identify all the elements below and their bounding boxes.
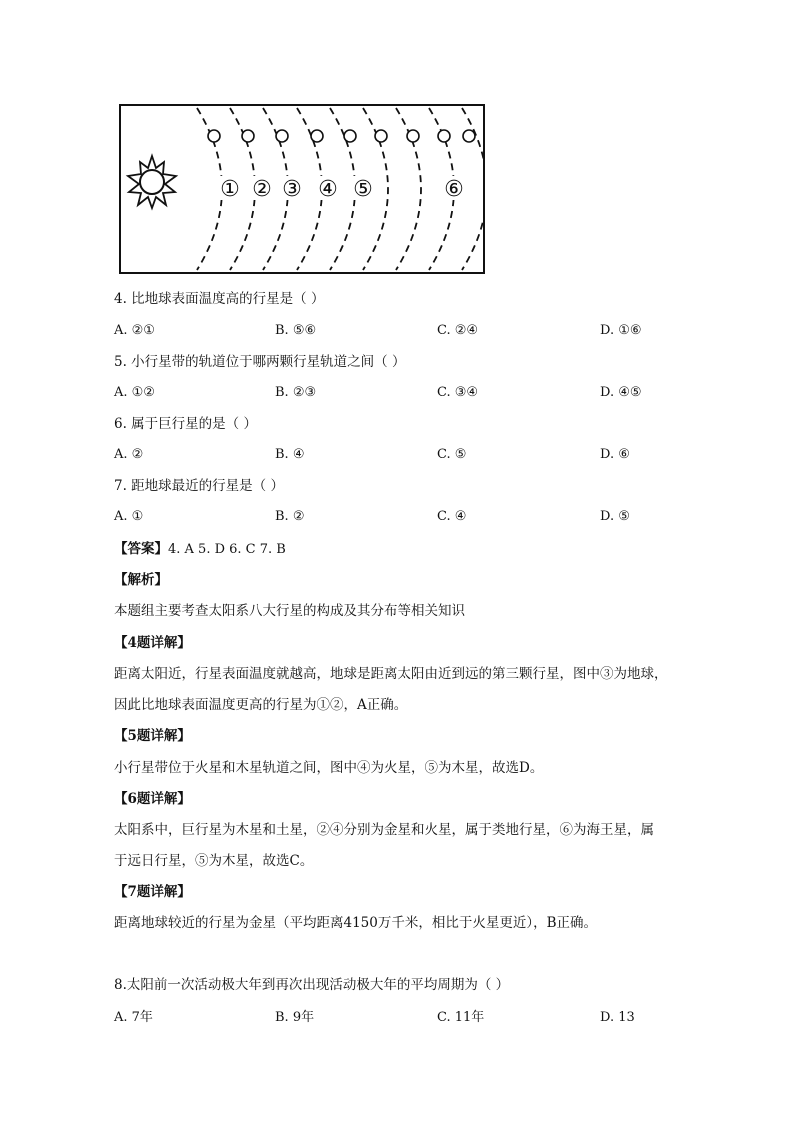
question-8-option-d[interactable]: D. 13: [600, 1010, 635, 1025]
detail-6-line-1: 太阳系中，巨行星为木星和土星，②④分别为金星和火星，属于类地行星，⑥为海王星，属: [114, 822, 654, 838]
question-4-option-d[interactable]: D. ①⑥: [600, 323, 642, 338]
question-8-option-a[interactable]: A. 7年: [114, 1010, 153, 1025]
question-5-option-d[interactable]: D. ④⑤: [600, 385, 642, 400]
question-7-option-c[interactable]: C. ④: [437, 509, 467, 524]
detail-4-line-1: 距离太阳近，行星表面温度就越高，地球是距离太阳由近到远的第三颗行星，图中③为地球，: [114, 666, 668, 682]
detail-4-line-2: 因此比地球表面温度更高的行星为①②，A正确。: [114, 697, 408, 713]
sun-icon: [128, 156, 176, 208]
question-5-stem: 5. 小行星带的轨道位于哪两颗行星轨道之间（ ）: [114, 354, 406, 370]
analysis-label: 【解析】: [114, 572, 168, 588]
detail-6-label: 【6题详解】: [114, 791, 191, 807]
question-5-option-c[interactable]: C. ③④: [437, 385, 479, 400]
detail-7-label: 【7题详解】: [114, 884, 191, 900]
question-8-option-c[interactable]: C. 11年: [437, 1010, 485, 1025]
planet-label-4: ④: [318, 177, 338, 202]
planet-label-1: ①: [220, 177, 240, 202]
question-6-option-a[interactable]: A. ②: [114, 447, 144, 462]
question-4-stem: 4. 比地球表面温度高的行星是（ ）: [114, 291, 325, 307]
question-6-option-d[interactable]: D. ⑥: [600, 447, 630, 462]
question-6-option-c[interactable]: C. ⑤: [437, 447, 467, 462]
answer-text: 4. A 5. D 6. C 7. B: [168, 542, 286, 557]
planet-label-3: ③: [282, 177, 302, 202]
question-8-option-b[interactable]: B. 9年: [275, 1010, 315, 1025]
detail-4-label: 【4题详解】: [114, 635, 191, 651]
planet-labels: [220, 176, 465, 202]
question-5-option-a[interactable]: A. ①②: [114, 385, 155, 400]
question-5-option-b[interactable]: B. ②③: [275, 385, 317, 400]
answer-label: 【答案】: [114, 541, 168, 557]
question-7-option-d[interactable]: D. ⑤: [600, 509, 630, 524]
planet-label-2: ②: [252, 177, 272, 202]
planet-label-5: ⑤: [353, 177, 373, 202]
answer-line: [114, 540, 286, 559]
question-7-option-a[interactable]: A. ①: [114, 509, 144, 524]
question-8-stem: 8.太阳前一次活动极大年到再次出现活动极大年的平均周期为（ ）: [114, 977, 510, 993]
question-7-stem: 7. 距地球最近的行星是（ ）: [114, 478, 284, 494]
question-7-option-b[interactable]: B. ②: [275, 509, 305, 524]
planet-markers: [208, 130, 475, 142]
solar-system-diagram: [119, 104, 485, 274]
detail-6-line-2: 于远日行星，⑤为木星，故选C。: [114, 853, 314, 869]
analysis-intro: 本题组主要考查太阳系八大行星的构成及其分布等相关知识: [114, 603, 465, 619]
question-4-option-c[interactable]: C. ②④: [437, 323, 479, 338]
detail-7-line-1: 距离地球较近的行星为金星（平均距离4150万千米，相比于火星更近），B正确。: [114, 915, 598, 931]
question-4-option-a[interactable]: A. ②①: [114, 323, 155, 338]
question-6-option-b[interactable]: B. ④: [275, 447, 305, 462]
question-4-option-b[interactable]: B. ⑤⑥: [275, 323, 317, 338]
planet-label-6: ⑥: [444, 177, 464, 202]
detail-5-label: 【5题详解】: [114, 728, 191, 744]
question-6-stem: 6. 属于巨行星的是（ ）: [114, 416, 257, 432]
detail-5-line-1: 小行星带位于火星和木星轨道之间，图中④为火星，⑤为木星，故选D。: [114, 760, 544, 776]
